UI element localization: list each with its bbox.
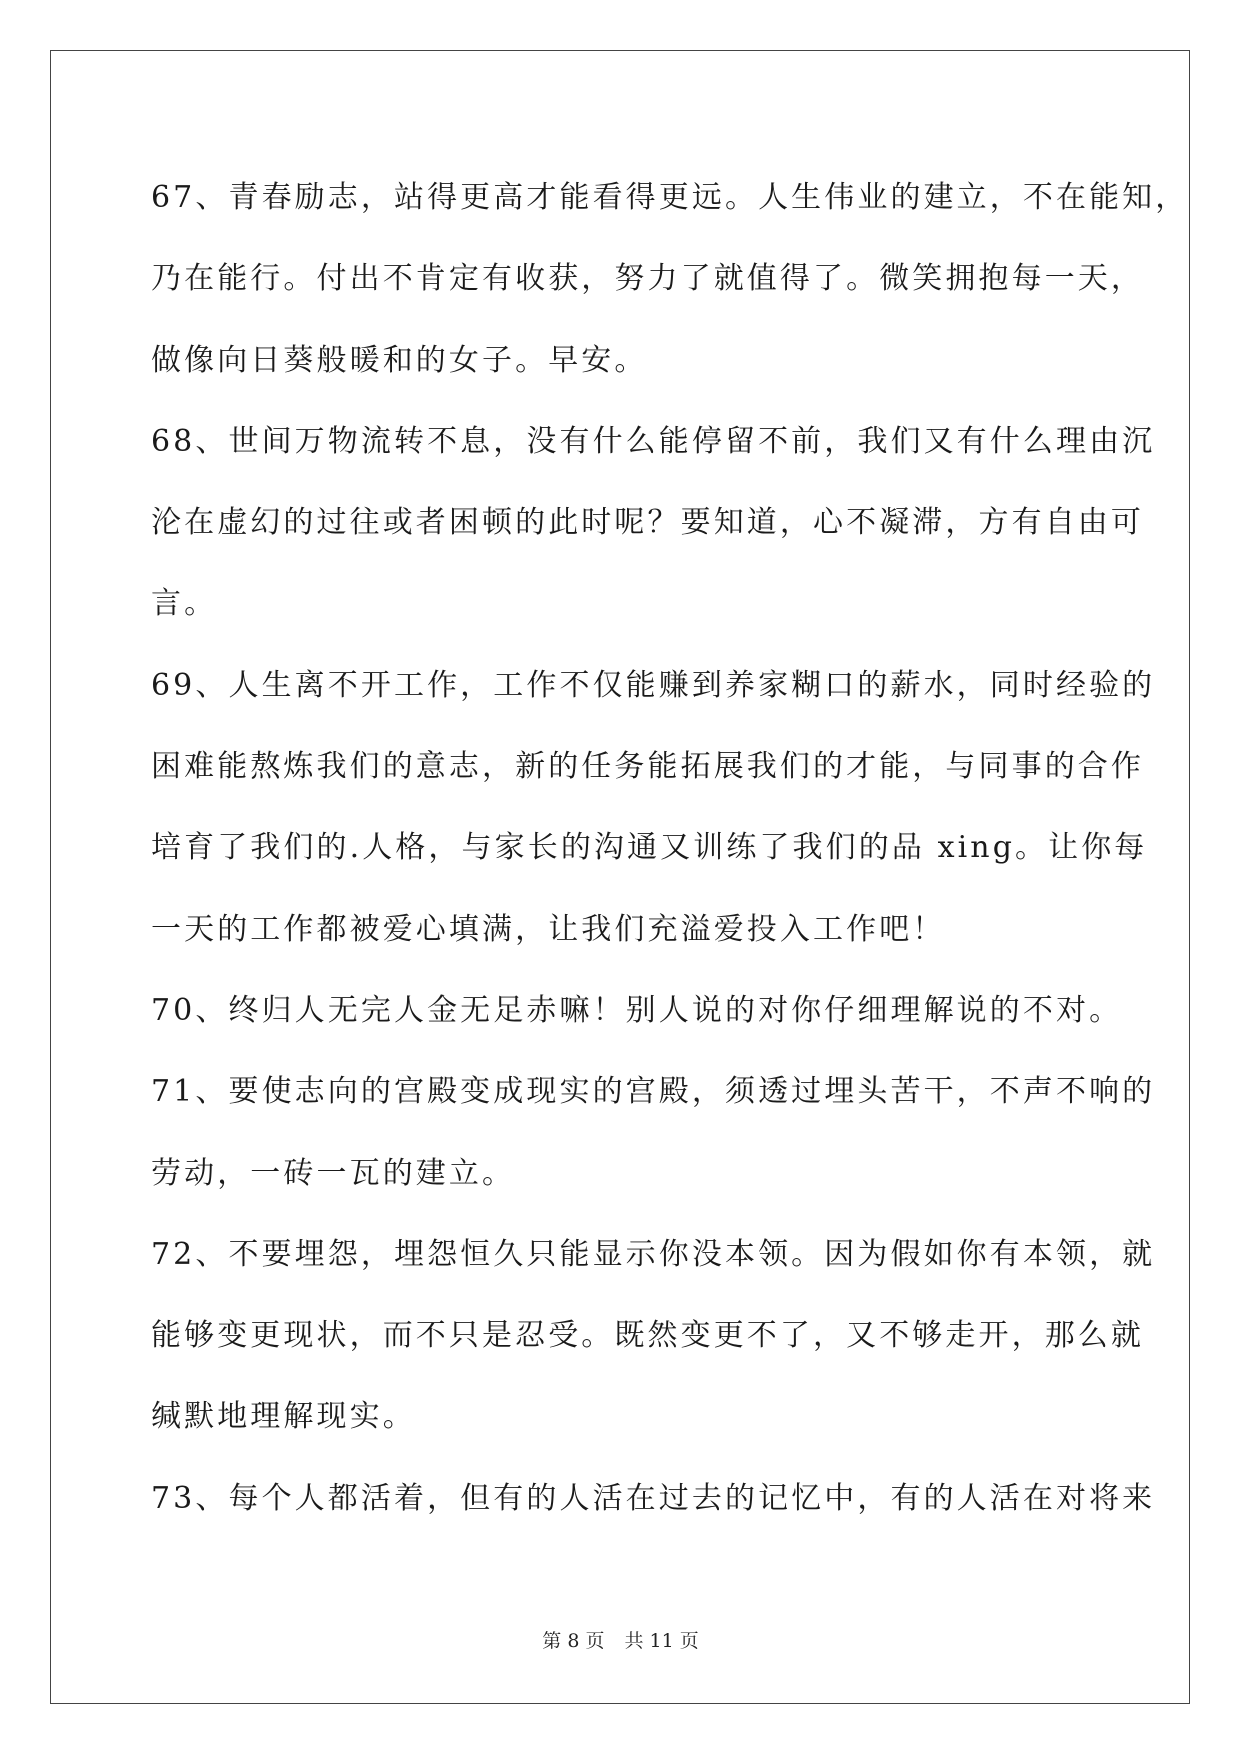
text-line: 沦在虚幻的过往或者困顿的此时呢？要知道，心不凝滞，方有自由可 <box>151 505 1144 541</box>
text-line: 71、要使志向的宫殿变成现实的宫殿，须透过埋头苦干，不声不响的 <box>151 1074 1156 1110</box>
text-line: 一天的工作都被爱心填满，让我们充溢爱投入工作吧！ <box>151 911 946 947</box>
text-line: 劳动，一砖一瓦的建立。 <box>151 1155 516 1191</box>
text-line: 乃在能行。付出不肯定有收获，努力了就值得了。微笑拥抱每一天， <box>151 261 1144 297</box>
text-line: 73、每个人都活着，但有的人活在过去的记忆中，有的人活在对将来 <box>151 1480 1156 1516</box>
text-line: 缄默地理解现实。 <box>151 1399 416 1435</box>
text-line: 培育了我们的.人格，与家长的沟通又训练了我们的品 xing。让你每 <box>151 830 1148 866</box>
text-line: 70、终归人无完人金无足赤嘛！别人说的对你仔细理解说的不对。 <box>151 992 1123 1028</box>
text-line: 69、人生离不开工作，工作不仅能赚到养家糊口的薪水，同时经验的 <box>151 667 1156 703</box>
text-line: 言。 <box>151 586 218 622</box>
page-number: 第 8 页 <box>542 1630 605 1652</box>
text-line: 困难能熬炼我们的意志，新的任务能拓展我们的才能，与同事的合作 <box>151 749 1144 785</box>
page-footer <box>0 1629 1241 1653</box>
text-line: 67、青春励志，站得更高才能看得更远。人生伟业的建立，不在能知， <box>151 180 1189 215</box>
text-line: 做像向日葵般暖和的女子。早安。 <box>151 342 648 378</box>
text-line: 68、世间万物流转不息，没有什么能停留不前，我们又有什么理由沉 <box>151 423 1156 459</box>
document-body <box>151 157 1189 1539</box>
text-line: 能够变更现状，而不只是忍受。既然变更不了，又不够走开，那么就 <box>151 1318 1144 1354</box>
text-line: 72、不要埋怨，埋怨恒久只能显示你没本领。因为假如你有本领，就 <box>151 1236 1156 1272</box>
page-total: 共 11 页 <box>624 1630 699 1652</box>
